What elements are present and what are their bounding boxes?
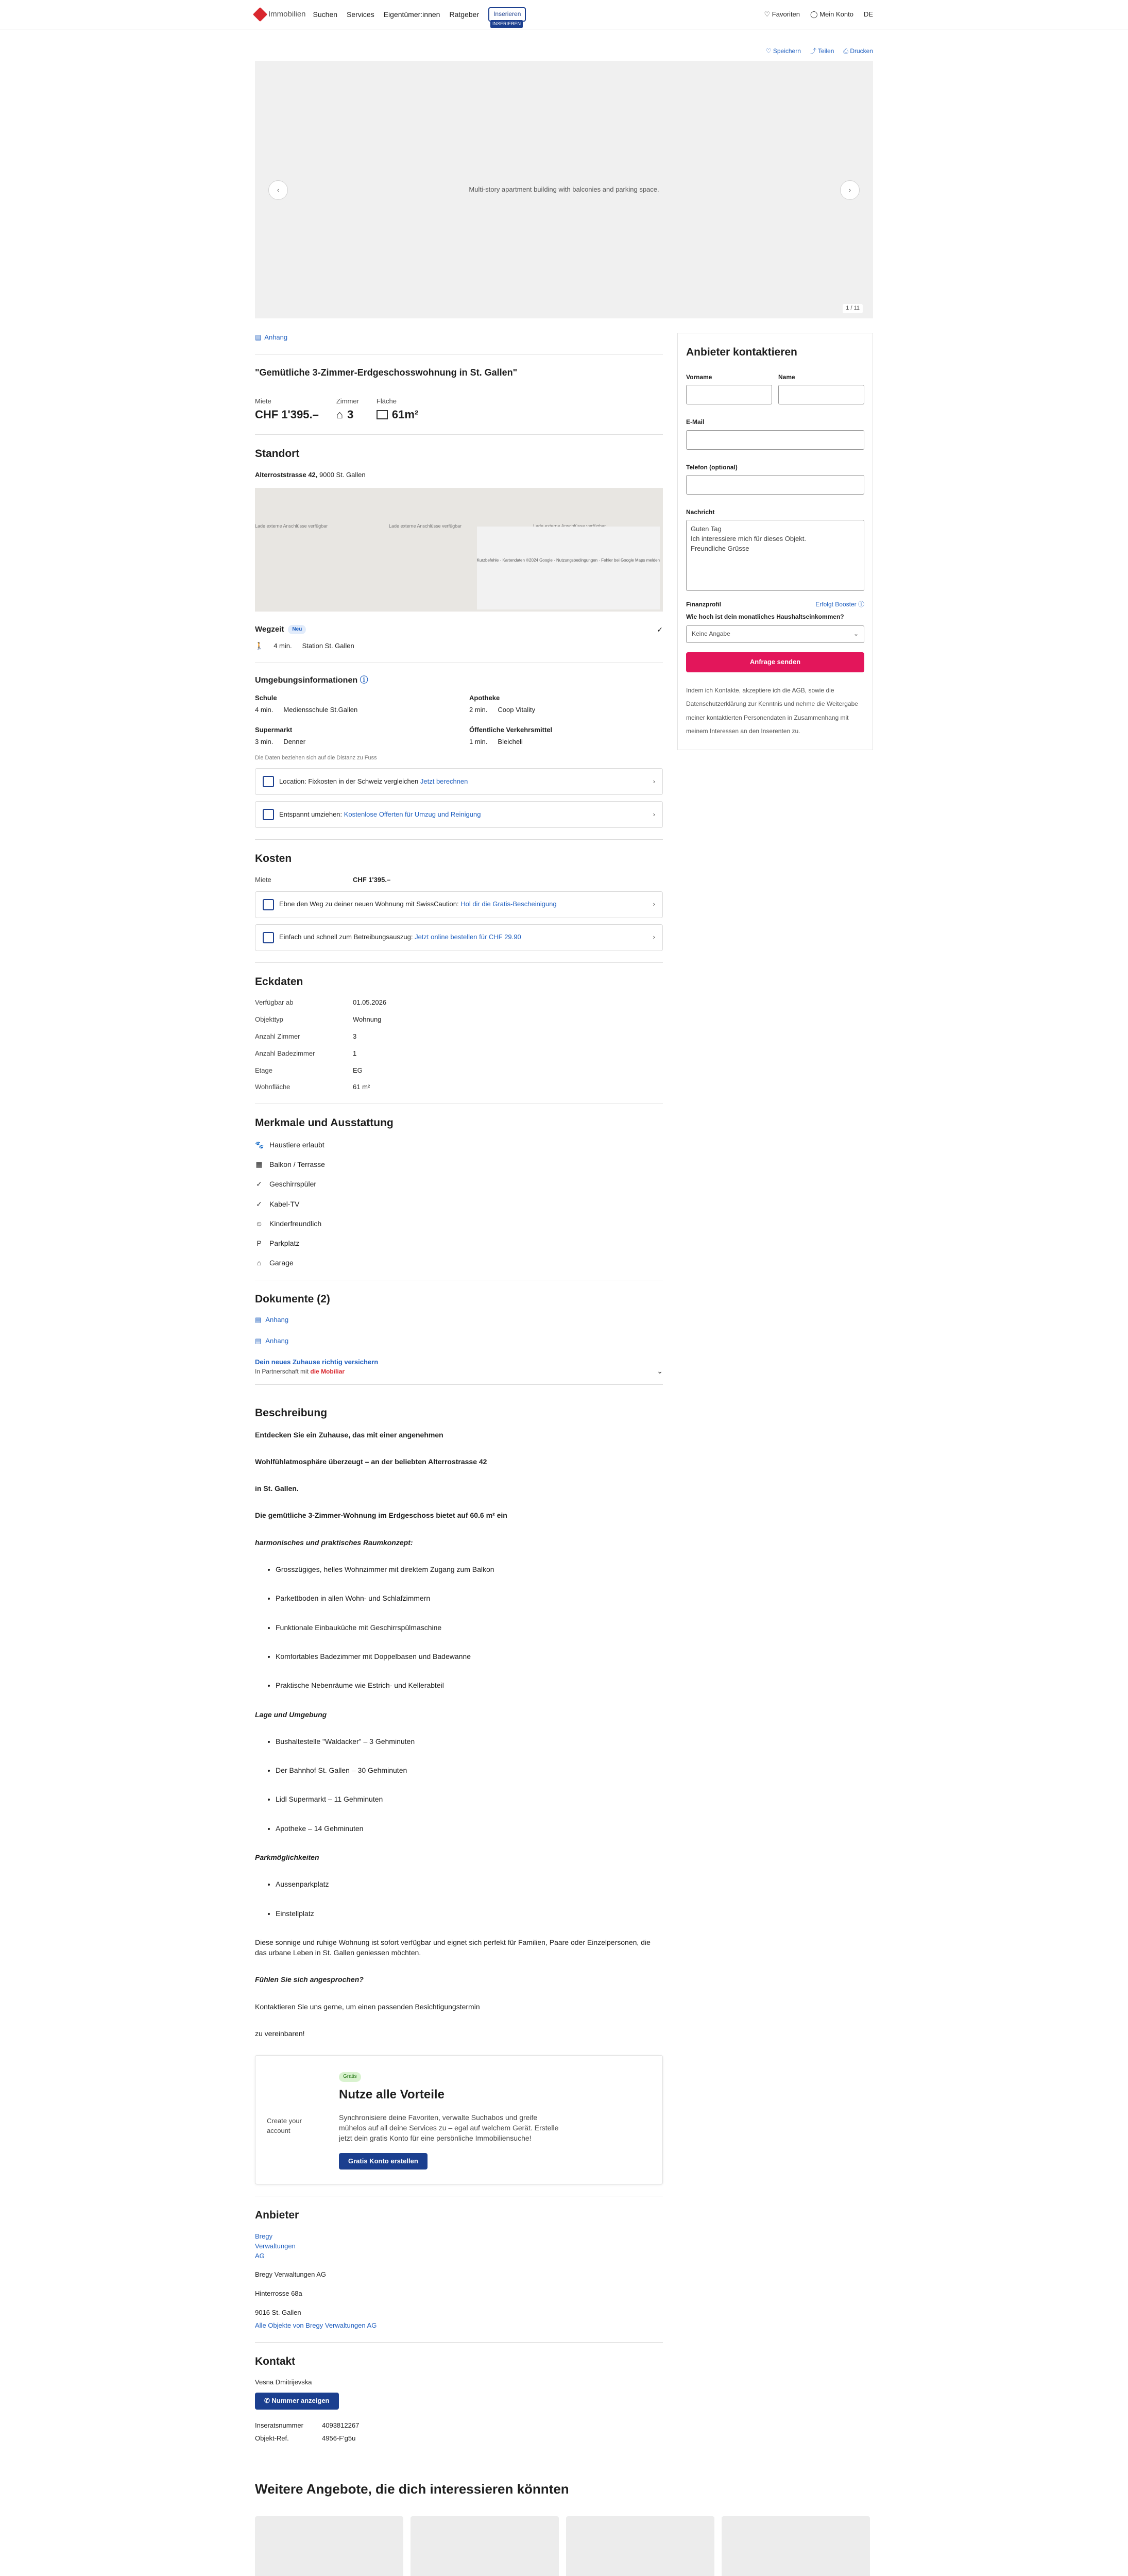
- account-promo-title: Nutze alle Vorteile: [339, 2087, 445, 2102]
- description: [255, 1430, 663, 2039]
- promo-link[interactable]: Jetzt online bestellen für CHF 29.90: [415, 933, 521, 941]
- print-button[interactable]: ⎙ Drucken: [843, 47, 873, 55]
- area-value: 61m²: [391, 408, 419, 421]
- walk-icon: 🚶: [255, 642, 264, 650]
- desc-list-item: • Grosszügiges, helles Wohnzimmer mit direktem Zugang zum Balkon: [276, 1564, 663, 1574]
- nav-suchen[interactable]: Suchen: [313, 10, 338, 19]
- obj-label: Objekt-Ref.: [255, 2434, 289, 2442]
- form-legal-text: Indem ich Kontakte, akzeptiere ich die AGB, sowie die Datenschutzerklärung zur Kenntnis und nehme die Weitergabe meiner kontaktierten Personendaten in Zusammenhang mit meinem Interessen an den Inserenten zu.: [686, 687, 858, 735]
- income-select[interactable]: [686, 625, 864, 643]
- garage-icon: ⌂: [257, 1259, 262, 1267]
- promo-link[interactable]: Jetzt berechnen: [420, 777, 468, 786]
- promo-text: Einfach und schnell zum Betreibungsauszug:: [279, 933, 413, 941]
- desc-list-item: • Bushaltestelle "Waldacker" – 3 Gehminuten: [276, 1736, 663, 1747]
- chevron-right-icon: ›: [653, 810, 655, 819]
- show-number-label: Nummer anzeigen: [271, 2397, 330, 2405]
- account-promo-text: Synchronisiere deine Favoriten, verwalte Suchabos und greife mühelos auf all deine Services zu – egal auf welchem Gerät. Erstelle jetzt dein gratis Konto für eine persönliche Immobiliensuche!: [339, 2113, 559, 2143]
- header-actions: [764, 10, 873, 20]
- feature-label: Kabel-TV: [269, 1199, 300, 1208]
- rent-label: Miete: [255, 397, 271, 405]
- feature-item: [255, 1140, 663, 1150]
- feature-label: Kinderfreundlich: [269, 1219, 322, 1228]
- main-column: [255, 333, 663, 2443]
- document-link[interactable]: [255, 1336, 663, 1346]
- fact-rooms: [336, 397, 359, 423]
- map-footer: Kurzbefehle · Kartendaten ©2024 Google · Nutzungsbedingungen · Fehler bei Google Maps melden: [477, 527, 660, 610]
- travel-time-target: Station St. Gallen: [302, 642, 354, 650]
- share-button[interactable]: ⤴ Teilen: [810, 47, 834, 55]
- desc-paragraph: Entdecken Sie ein Zuhause, das mit einer angenehmen: [255, 1430, 443, 1439]
- desc-paragraph: Wohlfühlatmosphäre überzeugt – an der beliebten Alterrostrasse 42: [255, 1457, 487, 1466]
- feature-item: [255, 1199, 663, 1209]
- travel-time-value: 4 min.: [274, 642, 292, 650]
- calculator-icon: [263, 776, 274, 787]
- env-label: Öffentliche Verkehrsmittel: [469, 725, 553, 734]
- fact-rent: [255, 397, 319, 423]
- similar-card[interactable]: [722, 2516, 870, 2576]
- email-label: E-Mail: [686, 418, 705, 426]
- area-label: Fläche: [376, 397, 397, 405]
- detail-value: 1: [353, 1049, 357, 1057]
- chevron-right-icon: ›: [653, 900, 655, 908]
- promo-betreibung[interactable]: [255, 924, 663, 951]
- save-label: Speichern: [773, 47, 801, 55]
- rooms-value: 3: [347, 408, 354, 421]
- new-chip: Neu: [288, 625, 306, 635]
- insert-button[interactable]: [488, 7, 526, 26]
- document-label: Anhang: [265, 1316, 289, 1324]
- detail-value: 3: [353, 1032, 357, 1040]
- show-number-button[interactable]: ✆ Nummer anzeigen: [255, 2393, 339, 2410]
- details-table: [255, 998, 663, 1092]
- provider-all-link[interactable]: Alle Objekte von Bregy Verwaltungen AG: [255, 2321, 377, 2329]
- promo-umzug[interactable]: [255, 801, 663, 828]
- desc-list-item: • Der Bahnhof St. Gallen – 30 Gehminuten: [276, 1765, 663, 1775]
- finance-link-label: Erfolgt Booster: [815, 601, 857, 608]
- promo-text: Ebne den Weg zu deiner neuen Wohnung mit SwissCaution:: [279, 900, 459, 908]
- location-title: Standort: [255, 448, 300, 460]
- document-link[interactable]: [255, 1315, 663, 1325]
- mobiliar-banner[interactable]: [255, 1358, 663, 1385]
- contact-section: [255, 2354, 663, 2444]
- env-time: 2 min.: [469, 705, 488, 714]
- logo-icon: [253, 7, 267, 22]
- desc-list-item: • Aussenparkplatz: [276, 1879, 663, 1889]
- attachment-link[interactable]: [255, 333, 663, 343]
- info-icon: ⓘ: [858, 601, 864, 608]
- feature-item: [255, 1258, 663, 1268]
- attachment-label: Anhang: [264, 333, 288, 342]
- chevron-right-icon: ›: [653, 777, 655, 786]
- document-label: Anhang: [265, 1337, 289, 1345]
- favorites-link[interactable]: ♡ Favoriten: [764, 10, 800, 18]
- env-title: [255, 674, 663, 686]
- listing-actions: [255, 29, 873, 61]
- desc-paragraph: Fühlen Sie sich angesprochen?: [255, 1975, 364, 1984]
- ref-value: 4093812267: [322, 2421, 360, 2429]
- similar-title: Weitere Angebote, die dich interessieren könnten: [255, 2481, 569, 2497]
- feature-label: Geschirrspüler: [269, 1180, 317, 1189]
- env-item: [255, 693, 449, 715]
- chevron-down-icon[interactable]: ✓: [657, 625, 663, 634]
- provider-name: Bregy Verwaltungen AG: [255, 2270, 327, 2279]
- income-question: Wie hoch ist dein monatliches Haushaltseinkommen?: [686, 613, 844, 620]
- promo-link[interactable]: Kostenlose Offerten für Umzug und Reinigung: [344, 810, 481, 819]
- env-time: 1 min.: [469, 737, 488, 745]
- feature-item: [255, 1179, 663, 1189]
- similar-card[interactable]: [411, 2516, 559, 2576]
- account-promo-image-label: Create your account: [267, 2117, 302, 2135]
- env-title-text: Umgebungsinformationen: [255, 675, 358, 685]
- rooms-label: Zimmer: [336, 397, 359, 405]
- feature-label: Parkplatz: [269, 1239, 300, 1248]
- chevron-down-icon[interactable]: ⌄: [657, 1366, 663, 1375]
- promo-link[interactable]: Hol dir die Gratis-Bescheinigung: [460, 900, 557, 908]
- ref-label: Inseratsnummer: [255, 2421, 303, 2429]
- detail-value: Wohnung: [353, 1015, 382, 1023]
- desc-paragraph: Kontaktieren Sie uns gerne, um einen passenden Besichtigungstermin: [255, 2002, 480, 2011]
- paw-icon: 🐾: [255, 1140, 264, 1149]
- promo-text: Location: Fixkosten in der Schweiz vergleichen: [279, 777, 419, 786]
- mobiliar-logo: die Mobiliar: [310, 1367, 345, 1375]
- bed-icon: ⌂: [336, 408, 344, 421]
- costs-rent-label: Miete: [255, 875, 271, 884]
- promo-text: Entspannt umziehen:: [279, 810, 343, 819]
- last-name-label: Name: [778, 373, 795, 381]
- form-title: Anbieter kontaktieren: [686, 346, 797, 359]
- info-icon[interactable]: ⓘ: [360, 675, 368, 685]
- desc-list-item: • Apotheke – 14 Gehminuten: [276, 1823, 663, 1834]
- sidebar: [677, 333, 873, 2443]
- provider-section: [255, 2208, 663, 2330]
- main-nav: [313, 7, 526, 26]
- first-name-label: Vorname: [686, 373, 712, 381]
- detail-key: Verfügbar ab: [255, 998, 294, 1007]
- env-name: Mediensschule St.Gallen: [283, 705, 358, 714]
- desc-list-item: • Praktische Nebenräume wie Estrich- und Kellerabteil: [276, 1680, 663, 1690]
- gallery-counter: 1 / 11: [843, 304, 863, 313]
- document-icon: ▤: [255, 1316, 262, 1324]
- map[interactable]: [255, 488, 663, 612]
- feature-item: [255, 1218, 663, 1229]
- env-time: 3 min.: [255, 737, 274, 745]
- obj-value: 4956-F'g5u: [322, 2434, 356, 2442]
- detail-value: 01.05.2026: [353, 998, 387, 1007]
- account-link[interactable]: ◯ Mein Konto: [810, 10, 853, 18]
- desc-paragraph: Die gemütliche 3-Zimmer-Wohnung im Erdgeschoss bietet auf 60.6 m² ein: [255, 1511, 507, 1520]
- feature-label: Haustiere erlaubt: [269, 1140, 324, 1149]
- desc-paragraph: Diese sonnige und ruhige Wohnung ist sofort verfügbar und eignet sich perfekt für Familien, Paare oder Einzelpersonen, die das urbane Leben in St. Gallen geniessen möchten.: [255, 1938, 651, 1957]
- document-icon: [263, 932, 274, 943]
- env-label: Supermarkt: [255, 725, 293, 734]
- card-image-placeholder: [255, 2516, 403, 2576]
- nav-services[interactable]: Services: [347, 10, 374, 19]
- env-label: Apotheke: [469, 694, 500, 702]
- address: [255, 470, 663, 480]
- feature-label: Balkon / Terrasse: [269, 1160, 325, 1168]
- chevron-down-icon: ⌄: [853, 630, 859, 638]
- income-selected: Keine Angabe: [692, 630, 730, 638]
- travel-time-title: Wegzeit: [255, 625, 284, 634]
- parking-icon: P: [257, 1239, 262, 1248]
- env-item: [469, 725, 663, 747]
- promo-fixkosten[interactable]: [255, 768, 663, 795]
- create-account-button[interactable]: Gratis Konto erstellen: [339, 2153, 428, 2170]
- desc-paragraph: zu vereinbaren!: [255, 2029, 305, 2038]
- detail-value: 61 m²: [353, 1083, 370, 1091]
- costs-table: [255, 875, 663, 885]
- insert-label: Inserieren: [493, 10, 521, 18]
- first-name-input[interactable]: [686, 385, 772, 404]
- logo[interactable]: [255, 9, 306, 20]
- map-message: Lade externe Anschlüsse verfügbar: [255, 523, 328, 529]
- card-image-placeholder: [566, 2516, 714, 2576]
- detail-key: Anzahl Badezimmer: [255, 1049, 315, 1057]
- insert-badge: INSERIEREN: [490, 20, 523, 28]
- nav-eigentuemer[interactable]: Eigentümer:innen: [383, 10, 440, 19]
- site-header: [0, 0, 1128, 29]
- save-button[interactable]: ♡ Speichern: [765, 47, 801, 55]
- address-street: Alterroststrasse 42,: [255, 470, 318, 479]
- provider-city: 9016 St. Gallen: [255, 2309, 301, 2317]
- description-title: Beschreibung: [255, 1407, 328, 1419]
- env-label: Schule: [255, 694, 277, 702]
- contact-title: Kontakt: [255, 2355, 296, 2367]
- detail-key: Anzahl Zimmer: [255, 1032, 300, 1040]
- fact-area: [377, 397, 418, 423]
- area-icon: [377, 410, 388, 419]
- phone-label: Telefon (optional): [686, 463, 738, 471]
- detail-key: Wohnfläche: [255, 1083, 290, 1091]
- document-icon: ▤: [255, 1337, 262, 1345]
- feature-item: [255, 1238, 663, 1248]
- similar-card[interactable]: [255, 2516, 403, 2576]
- logo-text: Immobilien: [268, 10, 306, 19]
- card-image-placeholder: [722, 2516, 870, 2576]
- similar-card[interactable]: [566, 2516, 714, 2576]
- message-label: Nachricht: [686, 509, 715, 516]
- account-promo: [255, 2055, 663, 2184]
- desc-list-item: • Funktionale Einbauküche mit Geschirrspülmaschine: [276, 1622, 663, 1633]
- address-city: 9000 St. Gallen: [317, 470, 366, 479]
- features-list: [255, 1140, 663, 1268]
- similar-listings: [255, 2516, 873, 2576]
- desc-list-item: • Lidl Supermarkt – 11 Gehminuten: [276, 1794, 663, 1804]
- contact-refs: [255, 2421, 663, 2444]
- costs-title: Kosten: [255, 853, 292, 865]
- env-name: Denner: [283, 737, 306, 745]
- last-name-input[interactable]: [778, 385, 864, 404]
- desc-list: [255, 1736, 663, 1834]
- shield-icon: [263, 899, 274, 910]
- provider-logo-link[interactable]: Bregy Verwaltungen AG: [255, 2232, 296, 2260]
- feature-item: [255, 1159, 663, 1170]
- desc-heading: harmonisches und praktisches Raumkonzept:: [255, 1538, 413, 1547]
- detail-key: Objekttyp: [255, 1015, 283, 1023]
- env-item: [469, 693, 663, 715]
- finance-label: Finanzprofil: [686, 601, 721, 608]
- provider-street: Hinterrosse 68a: [255, 2290, 302, 2298]
- key-facts: [255, 397, 663, 423]
- documents-title: Dokumente (2): [255, 1293, 330, 1305]
- language-switch[interactable]: DE: [863, 10, 873, 18]
- feature-label: Garage: [269, 1259, 294, 1267]
- desc-list-item: • Einstellplatz: [276, 1908, 663, 1919]
- desc-list: [255, 1879, 663, 1919]
- details-title: Eckdaten: [255, 975, 303, 988]
- truck-icon: [263, 809, 274, 820]
- env-item: [255, 725, 449, 747]
- message-textarea[interactable]: Guten Tag Ich interessiere mich für dieses Objekt. Freundliche Grüsse: [686, 520, 864, 591]
- env-note: Die Daten beziehen sich auf die Distanz zu Fuss: [255, 754, 377, 761]
- finance-link[interactable]: [815, 600, 864, 609]
- child-icon: ☺: [255, 1219, 263, 1228]
- desc-list-item: • Komfortables Badezimmer mit Doppelbasen und Badewanne: [276, 1651, 663, 1662]
- travel-time: [255, 624, 663, 635]
- desc-heading: Lage und Umgebung: [255, 1710, 327, 1719]
- image-gallery[interactable]: [255, 61, 873, 318]
- features-title: Merkmale und Ausstattung: [255, 1117, 394, 1129]
- env-time: 4 min.: [255, 705, 274, 714]
- env-name: Coop Vitality: [498, 705, 536, 714]
- desc-list-item: • Parkettboden in allen Wohn- und Schlafzimmern: [276, 1593, 663, 1603]
- contact-form: [677, 333, 873, 750]
- env-grid: [255, 693, 663, 747]
- document-icon: ▤: [255, 333, 262, 342]
- mobiliar-sub: In Partnerschaft mit: [255, 1367, 309, 1375]
- detail-value: EG: [353, 1066, 363, 1074]
- provider-title: Anbieter: [255, 2209, 299, 2222]
- detail-key: Etage: [255, 1066, 272, 1074]
- contact-person: Vesna Dmitrijevska: [255, 2378, 312, 2386]
- gallery-next-icon[interactable]: ›: [840, 180, 860, 200]
- map-message: Lade externe Anschlüsse verfügbar: [389, 523, 462, 529]
- email-input[interactable]: [686, 430, 864, 450]
- share-label: Teilen: [818, 47, 834, 55]
- nav-ratgeber[interactable]: Ratgeber: [449, 10, 480, 19]
- promo-swisscaution[interactable]: [255, 891, 663, 918]
- phone-input[interactable]: [686, 475, 864, 495]
- travel-time-row: [255, 641, 663, 651]
- balcony-icon: ▦: [255, 1160, 263, 1168]
- listing-title: "Gemütliche 3-Zimmer-Erdgeschosswohnung in St. Gallen": [255, 367, 518, 378]
- costs-rent-value: CHF 1'395.–: [353, 875, 391, 884]
- gallery-prev-icon[interactable]: ‹: [268, 180, 288, 200]
- check-icon: ✓: [256, 1199, 262, 1208]
- env-name: Bleicheli: [498, 737, 523, 745]
- finance-profile: [686, 600, 864, 609]
- gratis-badge: Gratis: [339, 2072, 361, 2082]
- account-label: Mein Konto: [819, 10, 853, 18]
- desc-list: [255, 1564, 663, 1690]
- send-request-button[interactable]: Anfrage senden: [686, 652, 864, 672]
- desc-heading: Parkmöglichkeiten: [255, 1853, 319, 1861]
- check-icon: ✓: [256, 1180, 262, 1189]
- print-label: Drucken: [850, 47, 873, 55]
- favorites-label: Favoriten: [772, 10, 800, 18]
- card-image-placeholder: [411, 2516, 559, 2576]
- desc-paragraph: in St. Gallen.: [255, 1484, 299, 1493]
- mobiliar-link[interactable]: Dein neues Zuhause richtig versichern: [255, 1358, 379, 1366]
- chevron-right-icon: ›: [653, 933, 655, 941]
- gallery-image-alt: Multi-story apartment building with balconies and parking space.: [469, 185, 659, 193]
- rent-value: CHF 1'395.–: [255, 408, 319, 421]
